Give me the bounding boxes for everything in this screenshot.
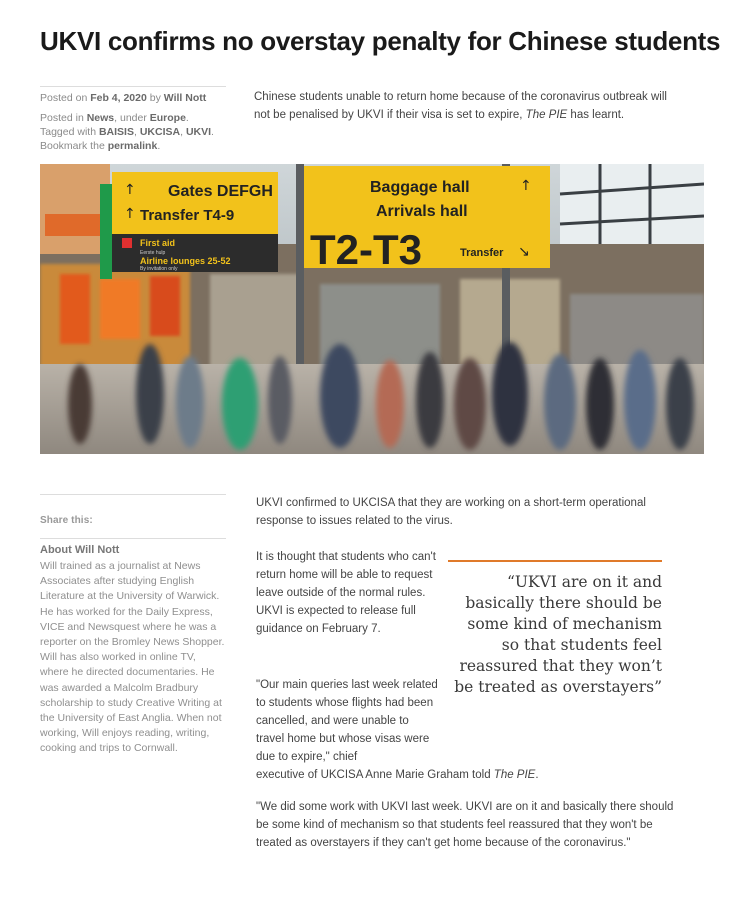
bookmark-label: Bookmark the bbox=[40, 140, 108, 152]
sign-first-aid-sub: Eerste hulp bbox=[140, 250, 166, 256]
sign-lounges: Airline lounges 25-52 bbox=[140, 256, 231, 266]
body-publication: The PIE bbox=[493, 769, 536, 781]
arrow-up-icon: ↑ bbox=[124, 206, 136, 222]
author-bio: Will trained as a journalist at News Associates after studying English Literature at the University of Warwick. He has worked for the Daily Express, VICE and Newsquest where he was a reporter on the Bromley News Shopper. Will has also worked in online TV, where he directed documentaries. He was awarded a Malcolm Bradbury scholarship to study Creative Writing at the University of East Anglia. When not working, Will enjoys reading, writing, cooking and trips to Cornwall. bbox=[40, 560, 225, 755]
lede-suffix: has learnt. bbox=[567, 109, 625, 121]
sidebar-divider bbox=[40, 494, 226, 495]
author-heading: About Will Nott bbox=[40, 544, 120, 556]
body-paragraph-2: It is thought that students who can't return home will be able to request leave outside of the normal rules. UKVI is expected to release full guidance on February 7. bbox=[256, 551, 436, 635]
sign-lounges-sub: By invitation only bbox=[140, 266, 178, 272]
share-label: Share this: bbox=[40, 515, 93, 526]
tag-link-baisis[interactable]: BAISIS bbox=[98, 126, 134, 138]
article-lede bbox=[254, 88, 674, 124]
body-paragraph-3-end bbox=[256, 766, 676, 784]
tagged-label: Tagged with bbox=[40, 126, 99, 138]
airport-photo bbox=[40, 164, 704, 454]
body-paragraph-3: "Our main queries last week related to students whose flights had been cancelled, and were unable to travel home but whose visas were due to expire," chief bbox=[256, 679, 438, 763]
sign-transfer-2: Transfer bbox=[460, 247, 504, 259]
post-meta bbox=[40, 86, 226, 153]
period: . bbox=[157, 140, 161, 152]
region-link[interactable]: Europe bbox=[149, 112, 186, 124]
sign-first-aid: First aid bbox=[140, 238, 176, 248]
sign-arrivals: Arrivals hall bbox=[376, 203, 468, 220]
meta-divider bbox=[40, 86, 226, 87]
post-date-link[interactable]: Feb 4, 2020 bbox=[90, 92, 147, 104]
sign-gates: Gates DEFGH bbox=[168, 183, 273, 200]
post-date-row bbox=[40, 91, 226, 105]
article-title: UKVI confirms no overstay penalty for Chinese students bbox=[40, 26, 721, 56]
under-label: , under bbox=[114, 112, 150, 124]
tag-separator: , bbox=[133, 126, 140, 138]
tag-link-ukcisa[interactable]: UKCISA bbox=[139, 126, 181, 138]
posted-on-label: Posted on bbox=[40, 92, 91, 104]
posted-in-label: Posted in bbox=[40, 112, 87, 124]
sign-baggage: Baggage hall bbox=[370, 179, 470, 196]
period: . bbox=[211, 126, 214, 138]
pull-quote-text: “UKVI are on it and basically there should be some kind of mechanism so that students feel reassured that they won’t be treated as overstayers” bbox=[454, 573, 662, 696]
post-taxonomy-row bbox=[40, 111, 226, 153]
body-text: . bbox=[535, 769, 539, 781]
author-link[interactable]: Will Nott bbox=[163, 92, 207, 104]
first-aid-icon bbox=[122, 238, 132, 248]
arrow-up-icon: ↑ bbox=[520, 178, 532, 194]
arrow-up-icon: ↑ bbox=[124, 182, 136, 198]
permalink-link[interactable]: permalink bbox=[107, 140, 158, 152]
lede-text: Chinese students unable to return home because of the coronavirus outbreak will not be penalised by UKVI if their visa is set to expire, bbox=[254, 91, 667, 121]
article-sidebar bbox=[40, 494, 226, 757]
hero-image bbox=[40, 164, 704, 454]
lede-publication: The PIE bbox=[525, 109, 568, 121]
tag-separator: , bbox=[180, 126, 186, 138]
arrow-down-right-icon: ↘ bbox=[518, 244, 530, 260]
tag-link-ukvi[interactable]: UKVI bbox=[185, 126, 212, 138]
body-text: executive of UKCISA Anne Marie Graham told bbox=[256, 769, 494, 781]
pull-quote bbox=[448, 560, 662, 698]
sign-transfer: Transfer T4-9 bbox=[140, 207, 235, 224]
category-link[interactable]: News bbox=[86, 112, 115, 124]
period: . bbox=[185, 112, 189, 124]
sidebar-divider bbox=[40, 538, 226, 539]
pull-quote-rule bbox=[448, 560, 662, 562]
by-label: by bbox=[146, 92, 164, 104]
body-paragraph-1: UKVI confirmed to UKCISA that they are working on a short-term operational response to issues related to the virus. bbox=[256, 497, 646, 527]
body-paragraph-4: "We did some work with UKVI last week. UKVI are on it and basically there should be some kind of mechanism so that students feel reassured that they won't be treated as overstayers if they can't get home because of the coronavirus." bbox=[256, 801, 674, 849]
sign-terminal: T2-T3 bbox=[310, 226, 423, 273]
